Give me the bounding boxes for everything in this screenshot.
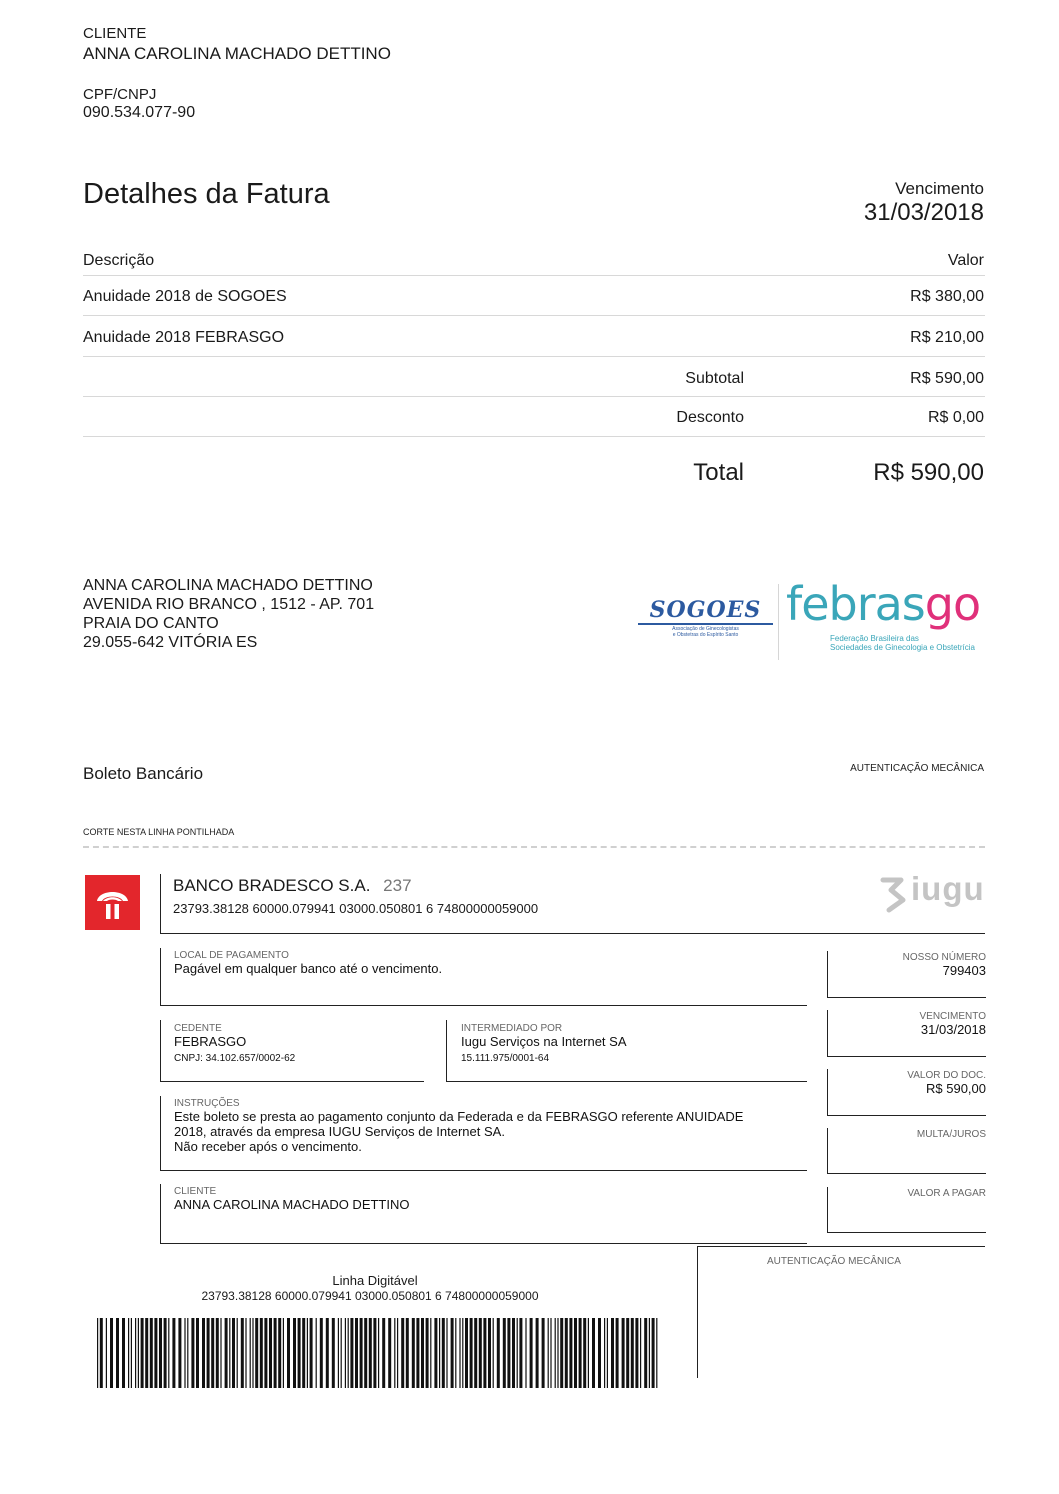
barcode-bar bbox=[388, 1318, 391, 1388]
barcode-bar bbox=[536, 1318, 539, 1388]
febrasgo-subtitle-1: Federação Brasileira das bbox=[830, 634, 919, 643]
assignor: FEBRASGO bbox=[174, 1034, 247, 1049]
barcode-bar bbox=[644, 1318, 647, 1388]
barcode-bar bbox=[138, 1318, 139, 1388]
pay-value-box bbox=[827, 1187, 986, 1233]
boleto-due-label: VENCIMENTO bbox=[919, 1011, 986, 1022]
barcode-bar bbox=[159, 1318, 162, 1388]
client-label: CLIENTE bbox=[83, 25, 147, 42]
digit-line-label: Linha Digitável bbox=[332, 1273, 418, 1288]
barcode-bar bbox=[122, 1318, 125, 1388]
barcode-bar bbox=[652, 1318, 655, 1388]
barcode-bar bbox=[241, 1318, 244, 1388]
barcode-bar bbox=[202, 1318, 205, 1388]
barcode-bar bbox=[196, 1318, 199, 1388]
barcode-bar bbox=[164, 1318, 167, 1388]
barcode-bar bbox=[191, 1318, 194, 1388]
barcode-bar bbox=[530, 1318, 533, 1388]
barcode-bar bbox=[611, 1318, 614, 1388]
bank-code: 237 bbox=[383, 876, 412, 895]
boleto-client-box bbox=[160, 1184, 807, 1244]
febrasgo-logo bbox=[786, 578, 986, 658]
barcode-bar bbox=[378, 1318, 379, 1388]
barcode-bar bbox=[172, 1318, 175, 1388]
auth-box-left bbox=[697, 1246, 698, 1378]
digit-line: 23793.38128 60000.079941 03000.050801 6 74800000059000 bbox=[173, 901, 539, 916]
pay-value-label: VALOR A PAGAR bbox=[907, 1188, 986, 1199]
barcode-bar bbox=[640, 1318, 641, 1388]
address-city: 29.055-642 VITÓRIA ES bbox=[83, 634, 258, 651]
due-date: 31/03/2018 bbox=[863, 199, 984, 226]
barcode-bar bbox=[555, 1318, 556, 1388]
barcode-bar bbox=[649, 1318, 650, 1388]
barcode-bar bbox=[332, 1318, 335, 1388]
instructions-line: Não receber após o vencimento. bbox=[174, 1139, 362, 1154]
barcode-bar bbox=[135, 1318, 136, 1388]
barcode-bar bbox=[302, 1318, 305, 1388]
bank-name-row bbox=[173, 876, 412, 896]
barcode-bar bbox=[350, 1318, 353, 1388]
barcode-bar bbox=[503, 1318, 506, 1388]
barcode-bar bbox=[369, 1318, 372, 1388]
item-value: R$ 380,00 bbox=[910, 288, 984, 305]
discount-value: R$ 0,00 bbox=[927, 409, 984, 426]
bradesco-icon bbox=[85, 875, 140, 930]
intermediary: Iugu Serviços na Internet SA bbox=[461, 1034, 627, 1049]
total-label: Total bbox=[693, 459, 744, 486]
barcode-bar bbox=[278, 1318, 281, 1388]
barcode-bar bbox=[260, 1318, 263, 1388]
address-block bbox=[83, 576, 374, 652]
logo-separator bbox=[778, 584, 779, 660]
due-label: Vencimento bbox=[895, 179, 984, 198]
barcode-bar bbox=[252, 1318, 253, 1388]
barcode-bar bbox=[341, 1318, 342, 1388]
instructions-line: 2018, através da empresa IUGU Serviços de Internet SA. bbox=[174, 1124, 505, 1139]
our-number-label: NOSSO NÚMERO bbox=[902, 952, 986, 963]
bank-border-bottom bbox=[160, 933, 985, 934]
febrasgo-wordmark: febrasgo bbox=[786, 577, 981, 631]
barcode-bar bbox=[131, 1318, 132, 1388]
barcode-bar bbox=[579, 1318, 582, 1388]
barcode-bar bbox=[512, 1318, 515, 1388]
subtotal-value: R$ 590,00 bbox=[910, 370, 984, 387]
barcode-bar bbox=[631, 1318, 634, 1388]
barcode-bar bbox=[216, 1318, 219, 1388]
address-district: PRAIA DO CANTO bbox=[83, 615, 219, 632]
cut-label: CORTE NESTA LINHA PONTILHADA bbox=[83, 827, 235, 837]
iugu-logo bbox=[879, 870, 985, 916]
barcode-bar bbox=[442, 1318, 445, 1388]
barcode-bar bbox=[207, 1318, 210, 1388]
febrasgo-subtitle-2: Sociedades de Ginecologia e Obstetrícia bbox=[830, 643, 975, 652]
barcode-bar bbox=[598, 1318, 601, 1388]
barcode-bar bbox=[439, 1318, 440, 1388]
barcode-bar bbox=[128, 1318, 129, 1388]
barcode-bar bbox=[519, 1318, 522, 1388]
barcode-bar bbox=[607, 1318, 608, 1388]
fine-box bbox=[827, 1128, 986, 1174]
subtotal-label: Subtotal bbox=[685, 370, 744, 387]
discount-label: Desconto bbox=[676, 409, 744, 426]
barcode-bar bbox=[588, 1318, 589, 1388]
barcode-bar bbox=[542, 1318, 545, 1388]
barcode-bar bbox=[548, 1318, 549, 1388]
barcode-bar bbox=[560, 1318, 563, 1388]
barcode-bar bbox=[232, 1318, 235, 1388]
barcode-bar bbox=[360, 1318, 363, 1388]
barcode-bar bbox=[229, 1318, 230, 1388]
barcode-bar bbox=[245, 1318, 246, 1388]
barcode-bar bbox=[293, 1318, 296, 1388]
auth-label: AUTENTICAÇÃO MECÂNICA bbox=[850, 763, 984, 774]
barcode-bar bbox=[326, 1318, 329, 1388]
doc-value-box bbox=[827, 1069, 986, 1116]
barcode-bar bbox=[604, 1318, 605, 1388]
payment-place-box bbox=[160, 948, 807, 1006]
boleto-title: Boleto Bancário bbox=[83, 764, 204, 783]
barcode-bar bbox=[145, 1318, 148, 1388]
sogoes-wordmark: SOGOES bbox=[649, 597, 762, 623]
sogoes-rule bbox=[638, 623, 773, 625]
client-doc-label: CPF/CNPJ bbox=[83, 86, 157, 103]
barcode-bar bbox=[622, 1318, 625, 1388]
item-description: Anuidade 2018 de SOGOES bbox=[83, 288, 287, 305]
barcode-bar bbox=[462, 1318, 463, 1388]
barcode-bar bbox=[338, 1318, 339, 1388]
barcode-bar bbox=[488, 1318, 491, 1388]
barcode-bar bbox=[455, 1318, 456, 1388]
barcode-bar bbox=[525, 1318, 526, 1388]
assignor-box bbox=[160, 1020, 424, 1082]
barcode-bar bbox=[507, 1318, 510, 1388]
barcode-bar bbox=[106, 1318, 107, 1388]
barcode-bar bbox=[141, 1318, 144, 1388]
barcode-bar bbox=[406, 1318, 409, 1388]
barcode-bar bbox=[178, 1318, 181, 1388]
intermediary-label: INTERMEDIADO POR bbox=[461, 1023, 563, 1034]
instructions-line: Este boleto se presta ao pagamento conjunto da Federada e da FEBRASGO referente ANUIDADE bbox=[174, 1109, 744, 1124]
barcode-bar bbox=[430, 1318, 431, 1388]
barcode-bar bbox=[255, 1318, 258, 1388]
item-description: Anuidade 2018 FEBRASGO bbox=[83, 329, 285, 346]
barcode-bar bbox=[565, 1318, 568, 1388]
client-doc: 090.534.077-90 bbox=[83, 104, 196, 121]
barcode-bar bbox=[451, 1318, 454, 1388]
barcode-bar bbox=[656, 1318, 657, 1388]
divider bbox=[83, 396, 985, 397]
bank-border-left bbox=[160, 874, 161, 934]
barcode-bar bbox=[211, 1318, 214, 1388]
payment-place-label: LOCAL DE PAGAMENTO bbox=[174, 950, 289, 961]
instructions-box bbox=[160, 1096, 807, 1171]
barcode-bar bbox=[412, 1318, 415, 1388]
barcode-bar bbox=[517, 1318, 518, 1388]
iugu-wordmark: iugu bbox=[911, 870, 985, 907]
address-name: ANNA CAROLINA MACHADO DETTINO bbox=[83, 577, 373, 594]
barcode-bar bbox=[550, 1318, 551, 1388]
barcode-bar bbox=[373, 1318, 376, 1388]
barcode-bar bbox=[225, 1318, 228, 1388]
sogoes-subtitle-1: Associação de Ginecologistas bbox=[672, 626, 739, 632]
barcode-bar bbox=[583, 1318, 586, 1388]
barcode-bar bbox=[187, 1318, 188, 1388]
sogoes-subtitle-2: e Obstetras do Espírito Santo bbox=[672, 632, 739, 638]
barcode-bar bbox=[320, 1318, 323, 1388]
barcode-bar bbox=[298, 1318, 301, 1388]
bradesco-logo bbox=[85, 875, 140, 930]
barcode-bar bbox=[434, 1318, 437, 1388]
digit-line-2: 23793.38128 60000.079941 03000.050801 6 74800000059000 bbox=[201, 1289, 539, 1303]
intermediary-box bbox=[446, 1020, 807, 1082]
barcode-bar bbox=[264, 1318, 267, 1388]
boleto-due-date: 31/03/2018 bbox=[920, 1022, 986, 1037]
barcode-bar bbox=[416, 1318, 419, 1388]
barcode-bar bbox=[483, 1318, 486, 1388]
doc-value-label: VALOR DO DOC. bbox=[907, 1070, 986, 1081]
barcode-bar bbox=[574, 1318, 577, 1388]
due-box bbox=[827, 1010, 986, 1057]
barcode-bar bbox=[635, 1318, 638, 1388]
barcode bbox=[97, 1318, 659, 1388]
barcode-bar bbox=[310, 1318, 313, 1388]
barcode-bar bbox=[479, 1318, 482, 1388]
barcode-bar bbox=[150, 1318, 153, 1388]
barcode-bar bbox=[116, 1318, 119, 1388]
barcode-bar bbox=[283, 1318, 284, 1388]
auth-label-2: AUTENTICAÇÃO MECÂNICA bbox=[767, 1256, 901, 1267]
barcode-bar bbox=[426, 1318, 429, 1388]
barcode-bar bbox=[168, 1318, 169, 1388]
barcode-bar bbox=[459, 1318, 460, 1388]
barcode-bar bbox=[470, 1318, 473, 1388]
barcode-bar bbox=[382, 1318, 385, 1388]
barcode-bar bbox=[497, 1318, 500, 1388]
barcode-bar bbox=[364, 1318, 367, 1388]
barcode-bar bbox=[287, 1318, 290, 1388]
sogoes-logo bbox=[638, 598, 773, 650]
auth-box-top bbox=[697, 1246, 985, 1247]
barcode-bar bbox=[97, 1318, 98, 1388]
item-value: R$ 210,00 bbox=[910, 329, 984, 346]
intermediary-doc: 15.111.975/0001-64 bbox=[461, 1053, 550, 1064]
barcode-bar bbox=[110, 1318, 113, 1388]
barcode-bar bbox=[465, 1318, 468, 1388]
divider bbox=[83, 356, 985, 357]
boleto-client: ANNA CAROLINA MACHADO DETTINO bbox=[174, 1197, 410, 1212]
barcode-bar bbox=[307, 1318, 308, 1388]
barcode-bar bbox=[100, 1318, 103, 1388]
payment-place: Pagável em qualquer banco até o vencimento. bbox=[174, 961, 443, 976]
barcode-bar bbox=[626, 1318, 629, 1388]
barcode-bar bbox=[592, 1318, 595, 1388]
barcode-bar bbox=[316, 1318, 317, 1388]
doc-value: R$ 590,00 bbox=[926, 1081, 986, 1096]
cut-line bbox=[83, 846, 985, 848]
barcode-bar bbox=[394, 1318, 395, 1388]
fine-label: MULTA/JUROS bbox=[916, 1129, 986, 1140]
divider bbox=[83, 315, 985, 316]
assignor-doc: CNPJ: 34.102.657/0002-62 bbox=[174, 1053, 296, 1064]
assignor-label: CEDENTE bbox=[174, 1023, 222, 1034]
divider bbox=[83, 436, 985, 437]
client-name: ANNA CAROLINA MACHADO DETTINO bbox=[83, 44, 391, 63]
our-number: 799403 bbox=[942, 963, 986, 978]
address-street: AVENIDA RIO BRANCO , 1512 - AP. 701 bbox=[83, 596, 375, 613]
boleto-client-label: CLIENTE bbox=[174, 1186, 217, 1197]
barcode-bar bbox=[154, 1318, 157, 1388]
barcode-bar bbox=[355, 1318, 358, 1388]
barcode-bar bbox=[616, 1318, 619, 1388]
barcode-bar bbox=[250, 1318, 251, 1388]
barcode-bar bbox=[474, 1318, 477, 1388]
barcode-bar bbox=[421, 1318, 424, 1388]
total-value: R$ 590,00 bbox=[873, 459, 984, 486]
barcode-bar bbox=[493, 1318, 494, 1388]
barcode-bar bbox=[397, 1318, 398, 1388]
invoice-title: Detalhes da Fatura bbox=[83, 178, 330, 210]
barcode-bar bbox=[348, 1318, 349, 1388]
divider bbox=[83, 275, 985, 276]
bank-name: BANCO BRADESCO S.A. bbox=[173, 876, 371, 895]
col-value: Valor bbox=[947, 252, 984, 269]
barcode-bar bbox=[446, 1318, 447, 1388]
barcode-bar bbox=[184, 1318, 185, 1388]
col-description: Descrição bbox=[83, 252, 155, 269]
barcode-bar bbox=[220, 1318, 221, 1388]
iugu-icon bbox=[879, 874, 909, 914]
barcode-bar bbox=[569, 1318, 572, 1388]
our-number-box bbox=[827, 951, 986, 998]
barcode-bar bbox=[274, 1318, 277, 1388]
barcode-bar bbox=[557, 1318, 558, 1388]
barcode-bar bbox=[269, 1318, 272, 1388]
barcode-bar bbox=[345, 1318, 346, 1388]
instructions-label: INSTRUÇÕES bbox=[174, 1098, 240, 1109]
barcode-bar bbox=[237, 1318, 238, 1388]
barcode-bar bbox=[401, 1318, 404, 1388]
